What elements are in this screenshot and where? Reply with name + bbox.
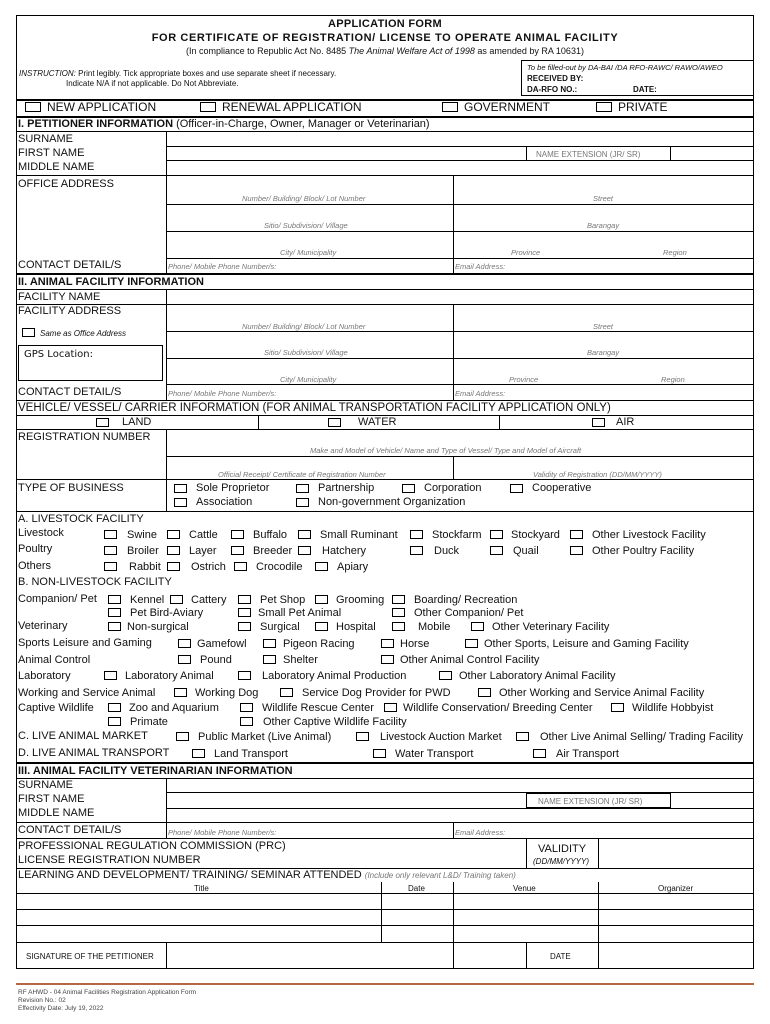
divider	[166, 808, 754, 809]
land-checkbox[interactable]	[96, 418, 109, 427]
validity-label: VALIDITY	[538, 843, 587, 855]
divider	[16, 838, 754, 839]
other-sports-label: Other Sports, Leisure and Gaming Facility	[484, 638, 689, 650]
divider	[526, 838, 527, 868]
animal-control-label: Animal Control	[18, 654, 91, 666]
new-application-label: NEW APPLICATION	[47, 100, 157, 114]
addr-sitio-hint: Sitio/ Subdivision/ Village	[264, 348, 348, 357]
middle-name-label: MIDDLE NAME	[18, 161, 95, 173]
ostrich-label: Ostrich	[191, 561, 226, 573]
instruction-line1: INSTRUCTION: Print legibly. Tick appropriate boxes and use separate sheet if necessary.	[19, 69, 337, 78]
swine-checkbox[interactable]	[104, 530, 117, 539]
addr-province-hint: Province	[509, 375, 539, 384]
primate-label: Primate	[130, 716, 168, 728]
surname-label: SURNAME	[18, 133, 74, 145]
divider	[166, 231, 754, 232]
rescue-label: Wildlife Rescue Center	[262, 702, 374, 714]
divider	[16, 175, 754, 176]
layer-label: Layer	[189, 545, 217, 557]
other-selling-checkbox[interactable]	[516, 732, 529, 741]
sports-label: Sports Leisure and Gaming	[18, 637, 152, 649]
addr-street-hint: Street	[593, 194, 614, 203]
livestock-heading: A. LIVESTOCK FACILITY	[18, 513, 144, 525]
lab-production-label: Laboratory Animal Production	[262, 670, 407, 682]
pet-bird-checkbox[interactable]	[108, 608, 121, 617]
ostrich-checkbox[interactable]	[167, 562, 180, 571]
companion-label: Companion/ Pet	[18, 593, 97, 605]
renewal-application-checkbox[interactable]	[200, 102, 216, 112]
mobile-label: Mobile	[418, 621, 451, 633]
layer-checkbox[interactable]	[167, 546, 180, 555]
working-dog-label: Working Dog	[195, 687, 259, 699]
col-title: Title	[194, 884, 209, 893]
working-label: Working and Service Animal	[18, 687, 156, 699]
kennel-checkbox[interactable]	[108, 595, 121, 604]
hatchery-label: Hatchery	[322, 545, 367, 557]
same-as-office-checkbox[interactable]	[22, 328, 35, 337]
air-transport-label: Air Transport	[556, 748, 619, 760]
hospital-checkbox[interactable]	[315, 622, 328, 631]
others-label: Others	[18, 560, 52, 572]
same-as-office-label: Same as Office Address	[40, 329, 126, 338]
grooming-label: Grooming	[336, 594, 385, 606]
service-dog-label: Service Dog Provider for PWD	[302, 687, 451, 699]
footer-line1: RF AHWD - 04 Animal Facilities Registration Application Form	[18, 989, 197, 996]
cooperative-label: Cooperative	[532, 482, 592, 494]
addr-city-hint: City/ Municipality	[280, 248, 337, 257]
addr-province-hint: Province	[511, 248, 541, 257]
divider	[166, 131, 167, 177]
type-of-business-label: TYPE OF BUSINESS	[18, 482, 124, 494]
public-market-label: Public Market (Live Animal)	[198, 731, 332, 743]
section3-heading: III. ANIMAL FACILITY VETERINARIAN INFORMATION	[18, 765, 293, 777]
land-transport-label: Land Transport	[214, 748, 288, 760]
small-pet-checkbox[interactable]	[238, 608, 251, 617]
primate-checkbox[interactable]	[108, 717, 121, 726]
other-working-checkbox[interactable]	[478, 688, 491, 697]
divider	[166, 479, 167, 511]
public-market-checkbox[interactable]	[176, 732, 189, 741]
breeder-label: Breeder	[253, 545, 293, 557]
private-checkbox[interactable]	[596, 102, 612, 112]
name-extension-label: NAME EXTENSION (JR/ SR)	[536, 150, 641, 159]
other-poultry-checkbox[interactable]	[570, 546, 583, 555]
lab-animal-label: Laboratory Animal	[125, 670, 214, 682]
captive-label: Captive Wildlife	[18, 702, 94, 714]
conservation-checkbox[interactable]	[384, 703, 397, 712]
vet-email-hint: Email Address:	[455, 828, 506, 837]
boarding-label: Boarding/ Recreation	[414, 594, 518, 606]
divider	[16, 131, 754, 132]
divider	[453, 456, 454, 479]
gps-location-label: GPS Location:	[24, 349, 93, 360]
divider	[16, 289, 754, 290]
rabbit-label: Rabbit	[129, 561, 161, 573]
compliance-note: (In compliance to Republic Act No. 8485 The Animal Welfare Act of 1998 as amended by RA 10631)	[186, 46, 584, 56]
divider	[381, 882, 382, 942]
divider	[16, 778, 754, 779]
pet-bird-label: Pet Bird-Aviary	[130, 607, 204, 619]
sole-proprietor-label: Sole Proprietor	[196, 482, 270, 494]
kennel-label: Kennel	[130, 594, 165, 606]
rabbit-checkbox[interactable]	[104, 562, 117, 571]
other-poultry-label: Other Poultry Facility	[592, 545, 695, 557]
col-organizer: Organizer	[658, 884, 694, 893]
cattery-label: Cattery	[191, 594, 227, 606]
rescue-checkbox[interactable]	[240, 703, 253, 712]
cattery-checkbox[interactable]	[170, 595, 183, 604]
other-control-label: Other Animal Control Facility	[400, 654, 540, 666]
lab-animal-checkbox[interactable]	[104, 671, 117, 680]
dafo-no-label: DA-RFO NO.:	[527, 85, 578, 94]
divider	[16, 429, 754, 430]
lab-production-checkbox[interactable]	[238, 671, 251, 680]
footer-line3: Effectivity Date: July 19, 2022	[18, 1005, 104, 1012]
buffalo-label: Buffalo	[253, 529, 288, 541]
other-selling-label: Other Live Animal Selling/ Trading Facility	[540, 731, 743, 743]
conservation-label: Wildlife Conservation/ Breeding Center	[403, 702, 593, 714]
hatchery-checkbox[interactable]	[298, 546, 311, 555]
addr-region-hint: Region	[663, 248, 687, 257]
vet-surname-label: SURNAME	[18, 779, 74, 791]
instruction-line2: Indicate N/A if not applicable. Do Not Abbreviate.	[66, 79, 239, 88]
other-vet-checkbox[interactable]	[471, 622, 484, 631]
poultry-label: Poultry	[18, 543, 53, 555]
land-label: LAND	[122, 416, 152, 428]
first-name-label: FIRST NAME	[18, 147, 85, 159]
divider	[166, 942, 167, 969]
crocodile-checkbox[interactable]	[234, 562, 247, 571]
land-transport-checkbox[interactable]	[192, 749, 205, 758]
stockfarm-label: Stockfarm	[432, 529, 482, 541]
horse-checkbox[interactable]	[381, 639, 394, 648]
addr-number-hint: Number/ Building/ Block/ Lot Number	[242, 322, 366, 331]
small-pet-label: Small Pet Animal	[258, 607, 342, 619]
horse-label: Horse	[400, 638, 430, 650]
cooperative-checkbox[interactable]	[510, 484, 523, 493]
corporation-label: Corporation	[424, 482, 482, 494]
surgical-checkbox[interactable]	[238, 622, 251, 631]
boarding-checkbox[interactable]	[392, 595, 405, 604]
grooming-checkbox[interactable]	[315, 595, 328, 604]
divider	[166, 429, 167, 479]
other-vet-label: Other Veterinary Facility	[492, 621, 610, 633]
pound-label: Pound	[200, 654, 232, 666]
table-row	[16, 893, 754, 894]
divider	[526, 942, 527, 969]
divider	[166, 778, 167, 822]
apiary-checkbox[interactable]	[315, 562, 328, 571]
transport-heading: D. LIVE ANIMAL TRANSPORT	[18, 747, 170, 759]
quail-checkbox[interactable]	[490, 546, 503, 555]
divider	[16, 479, 754, 480]
signature-label: SIGNATURE OF THE PETITIONER	[26, 952, 154, 961]
office-address-label: OFFICE ADDRESS	[18, 178, 114, 190]
renewal-application-label: RENEWAL APPLICATION	[222, 100, 362, 114]
surgical-label: Surgical	[260, 621, 300, 633]
hobbyist-checkbox[interactable]	[611, 703, 624, 712]
divider	[16, 511, 754, 512]
breeder-checkbox[interactable]	[231, 546, 244, 555]
market-heading: C. LIVE ANIMAL MARKET	[18, 730, 148, 742]
air-transport-checkbox[interactable]	[533, 749, 546, 758]
contact-label: CONTACT DETAIL/S	[18, 259, 122, 271]
vet-middle-name-label: MIDDLE NAME	[18, 807, 95, 819]
office-date-label: DATE:	[633, 85, 657, 94]
divider	[16, 822, 754, 823]
divider	[598, 882, 599, 942]
non-surgical-checkbox[interactable]	[108, 622, 121, 631]
government-checkbox[interactable]	[442, 102, 458, 112]
other-control-checkbox[interactable]	[381, 655, 394, 664]
mobile-checkbox[interactable]	[392, 622, 405, 631]
government-label: GOVERNMENT	[464, 100, 551, 114]
stockyard-label: Stockyard	[511, 529, 560, 541]
divider	[16, 304, 754, 305]
zoo-checkbox[interactable]	[108, 703, 121, 712]
addr-barangay-hint: Barangay	[587, 221, 620, 230]
vet-phone-hint: Phone/ Mobile Phone Number/s:	[168, 828, 277, 837]
buffalo-checkbox[interactable]	[231, 530, 244, 539]
water-checkbox[interactable]	[328, 418, 341, 427]
other-working-label: Other Working and Service Animal Facility	[499, 687, 705, 699]
license-label: LICENSE REGISTRATION NUMBER	[18, 854, 201, 866]
addr-street-hint: Street	[593, 322, 614, 331]
divider	[16, 273, 754, 275]
water-label: WATER	[358, 416, 397, 428]
divider	[598, 838, 599, 868]
signature-date-label: DATE	[550, 952, 571, 961]
divider	[453, 304, 454, 400]
other-livestock-label: Other Livestock Facility	[592, 529, 706, 541]
broiler-checkbox[interactable]	[104, 546, 117, 555]
other-sports-checkbox[interactable]	[465, 639, 478, 648]
cattle-label: Cattle	[189, 529, 218, 541]
new-application-checkbox[interactable]	[25, 102, 41, 112]
other-companion-label: Other Companion/ Pet	[414, 607, 524, 619]
livestock-label: Livestock	[18, 527, 64, 539]
crocodile-label: Crocodile	[256, 561, 303, 573]
association-label: Association	[196, 496, 253, 508]
addr-sitio-hint: Sitio/ Subdivision/ Village	[264, 221, 348, 230]
col-date: Date	[408, 884, 425, 893]
partnership-checkbox[interactable]	[296, 484, 309, 493]
email-hint: Email Address:	[455, 389, 506, 398]
apiary-label: Apiary	[337, 561, 369, 573]
association-checkbox[interactable]	[174, 498, 187, 507]
gamefowl-checkbox[interactable]	[178, 639, 191, 648]
validity-registration-hint: Validity of Registration (DD/MM/YYYY)	[533, 470, 662, 479]
divider	[166, 358, 754, 359]
water-transport-label: Water Transport	[395, 748, 474, 760]
zoo-label: Zoo and Aquarium	[129, 702, 219, 714]
other-captive-checkbox[interactable]	[240, 717, 253, 726]
divider	[258, 415, 259, 429]
pound-checkbox[interactable]	[178, 655, 191, 664]
facility-name-label: FACILITY NAME	[18, 291, 101, 303]
col-venue: Venue	[513, 884, 536, 893]
vehicle-heading: VEHICLE/ VESSEL/ CARRIER INFORMATION (FOR ANIMAL TRANSPORTATION FACILITY APPLICATION ONLY)	[18, 402, 611, 414]
other-captive-label: Other Captive Wildlife Facility	[263, 716, 407, 728]
shelter-checkbox[interactable]	[263, 655, 276, 664]
air-label: AIR	[616, 416, 635, 428]
email-hint: Email Address:	[455, 262, 506, 271]
validity-format: (DD/MM/YYYY)	[533, 857, 589, 866]
duck-label: Duck	[434, 545, 460, 557]
hobbyist-label: Wildlife Hobbyist	[632, 702, 714, 714]
shelter-label: Shelter	[283, 654, 318, 666]
working-dog-checkbox[interactable]	[174, 688, 187, 697]
facility-address-label: FACILITY ADDRESS	[18, 305, 122, 317]
received-by-label: RECEIVED BY:	[527, 74, 584, 83]
divider	[16, 400, 754, 401]
gamefowl-label: Gamefowl	[197, 638, 247, 650]
divider	[453, 822, 454, 838]
prc-label: PROFESSIONAL REGULATION COMMISSION (PRC)	[18, 840, 286, 852]
divider	[166, 822, 167, 838]
duck-checkbox[interactable]	[410, 546, 423, 555]
sole-proprietor-checkbox[interactable]	[174, 484, 187, 493]
addr-city-hint: City/ Municipality	[280, 375, 337, 384]
divider	[16, 762, 754, 764]
table-row	[16, 925, 754, 926]
other-lab-checkbox[interactable]	[439, 671, 452, 680]
office-use-note: To be filled-out by DA-BAI /DA RFO-RAWC/ RAWO/AWEO	[527, 63, 723, 72]
phone-hint: Phone/ Mobile Phone Number/s:	[168, 262, 277, 271]
auction-label: Livestock Auction Market	[380, 731, 502, 743]
divider	[16, 942, 754, 943]
broiler-label: Broiler	[127, 545, 159, 557]
divider	[598, 942, 599, 969]
swine-label: Swine	[127, 529, 157, 541]
table-row	[16, 909, 754, 910]
auction-checkbox[interactable]	[356, 732, 369, 741]
small-ruminant-label: Small Ruminant	[320, 529, 398, 541]
divider	[166, 331, 754, 332]
divider	[166, 258, 754, 259]
divider	[166, 204, 754, 205]
form-subtitle: FOR CERTIFICATE OF REGISTRATION/ LICENSE TO OPERATE ANIMAL FACILITY	[151, 32, 619, 44]
ngo-checkbox[interactable]	[296, 498, 309, 507]
phone-hint: Phone/ Mobile Phone Number/s:	[168, 389, 277, 398]
section2-heading: II. ANIMAL FACILITY INFORMATION	[18, 276, 204, 288]
divider	[453, 942, 454, 969]
make-model-hint: Make and Model of Vehicle/ Name and Type of Vessel/ Type and Model of Aircraft	[310, 446, 582, 455]
pigeon-label: Pigeon Racing	[283, 638, 355, 650]
section1-heading: I. PETITIONER INFORMATION (Officer-in-Charge, Owner, Manager or Veterinarian)	[18, 118, 430, 130]
ngo-label: Non-government Organization	[318, 496, 466, 508]
pigeon-checkbox[interactable]	[263, 639, 276, 648]
vet-contact-label: CONTACT DETAIL/S	[18, 824, 122, 836]
partnership-label: Partnership	[318, 482, 375, 494]
divider	[166, 456, 754, 457]
vet-name-extension-label: NAME EXTENSION (JR/ SR)	[538, 797, 643, 806]
cattle-checkbox[interactable]	[167, 530, 180, 539]
addr-number-hint: Number/ Building/ Block/ Lot Number	[242, 194, 366, 203]
stockfarm-checkbox[interactable]	[410, 530, 423, 539]
corporation-checkbox[interactable]	[402, 484, 415, 493]
service-dog-checkbox[interactable]	[280, 688, 293, 697]
pet-shop-checkbox[interactable]	[238, 595, 251, 604]
divider	[499, 415, 500, 429]
divider	[453, 882, 454, 942]
laboratory-label: Laboratory	[18, 670, 71, 682]
form-title: APPLICATION FORM	[328, 18, 442, 30]
stockyard-checkbox[interactable]	[490, 530, 503, 539]
footer-rule	[16, 983, 754, 985]
veterinary-label: Veterinary	[18, 620, 68, 632]
addr-barangay-hint: Barangay	[587, 348, 620, 357]
private-label: PRIVATE	[618, 100, 668, 114]
contact-label: CONTACT DETAIL/S	[18, 386, 122, 398]
small-ruminant-checkbox[interactable]	[298, 530, 311, 539]
vet-first-name-label: FIRST NAME	[18, 793, 85, 805]
lnd-label: LEARNING AND DEVELOPMENT/ TRAINING/ SEMINAR ATTENDED (Include only relevant L&D/ Training taken)	[18, 869, 516, 881]
other-companion-checkbox[interactable]	[392, 608, 405, 617]
water-transport-checkbox[interactable]	[373, 749, 386, 758]
non-surgical-label: Non-surgical	[127, 621, 189, 633]
footer-line2: Revision No.: 02	[18, 997, 66, 1004]
air-checkbox[interactable]	[592, 418, 605, 427]
hospital-label: Hospital	[336, 621, 376, 633]
addr-region-hint: Region	[661, 375, 685, 384]
quail-label: Quail	[513, 545, 539, 557]
nonlivestock-heading: B. NON-LIVESTOCK FACILITY	[18, 576, 172, 588]
official-receipt-hint: Official Receipt/ Certificate of Registration Number	[218, 470, 386, 479]
divider	[166, 384, 754, 385]
other-lab-label: Other Laboratory Animal Facility	[459, 670, 616, 682]
pet-shop-label: Pet Shop	[260, 594, 306, 606]
registration-number-label: REGISTRATION NUMBER	[18, 431, 151, 443]
other-livestock-checkbox[interactable]	[570, 530, 583, 539]
